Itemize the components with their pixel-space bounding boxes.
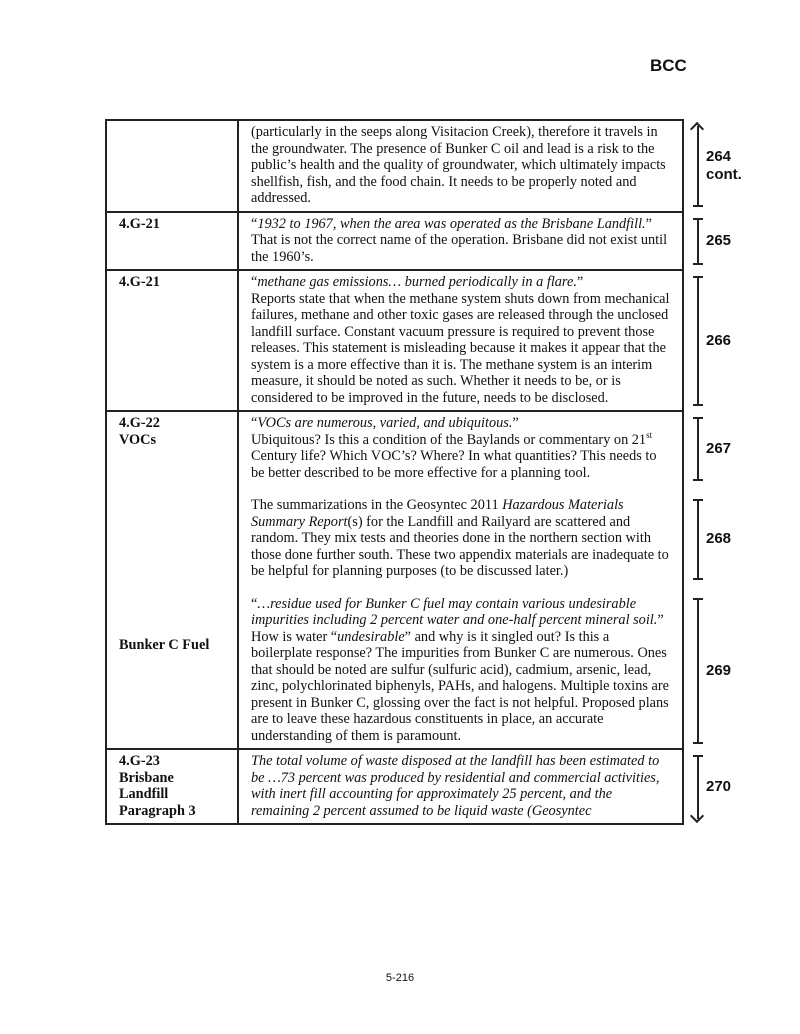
section-reference [106, 212, 238, 271]
comment-text-cell [238, 411, 683, 749]
reference-line: Paragraph 3 [119, 802, 196, 819]
superscript-text: st [646, 429, 653, 440]
comment-bracket-265 [697, 218, 699, 266]
comment-number-line: 269 [706, 661, 732, 679]
comment-269 [251, 596, 670, 745]
comment-number-267 [706, 440, 731, 458]
reference-line: 4.G-22 [119, 415, 160, 431]
quoted-text: Hazardous Materials Summary Report [251, 497, 624, 530]
reference-line: 4.G-21 [119, 274, 160, 290]
comment-text: (particularly in the seeps along Visitacion Creek), therefore it travels in the groundwater. The presence of Bunker C oil and lead is a risk to the public’s health and the quality of groundwater, which ultimately impacts shellfish, fish, and the food chain. It needs to be properly noted and addressed. [251, 124, 666, 206]
section-reference [106, 411, 238, 749]
reference-line: VOCs [119, 431, 157, 448]
comment-number-264 [706, 148, 742, 184]
comment-row [106, 120, 683, 212]
comment-table [105, 119, 684, 825]
comment-text-cell [238, 212, 683, 271]
comment-bracket-266 [697, 276, 699, 406]
comment-text: “ [251, 215, 258, 232]
comment-row [106, 411, 683, 749]
comment-text-cell [238, 749, 683, 824]
reference-line: 4.G-23 [119, 753, 160, 769]
comment-text: ” and why is it singled out? Is this a boilerplate response? The impurities from Bunker C are numerous. Ones that should be noted are sulfur (sulfuric acid), cadmium, arsenic, lead, zinc, polychlorinated biphenyls, PAHs, and halogens. Multiple toxins are present in Bunker C, glossing over the fact is not helpful. Proposed plans are to leave these hazardous constituents in place, an accurate understanding of them is paramount. [251, 628, 669, 744]
comment-267 [251, 415, 670, 481]
comment-row [106, 749, 683, 824]
comment-text: ” [657, 612, 664, 628]
comment-number-265 [706, 232, 731, 250]
comment-number-line: 264 [706, 148, 732, 166]
comment-268 [251, 497, 670, 580]
quoted-text: VOCs are numerous, varied, and ubiquitous. [257, 415, 513, 431]
section-reference [106, 270, 238, 411]
reference-line: Landfill [119, 786, 169, 802]
quoted-text: The total volume of waste disposed at the landfill has been estimated to be …73 percent was produced by residential and commercial activities, with inert fill accounting for approximately 25 percent, and the remaining 2 percent assumed to be liquid waste (Geosyntec [251, 753, 660, 819]
comment-number-line: 265 [706, 232, 732, 250]
comment-266 [251, 274, 670, 406]
comment-text: (s) for the Landfill and Railyard are scattered and random. They mix tests and theories done in the northern section with those done further south. These two appendix materials are inadequate to be helpful for planning purposes (to be discussed later.) [251, 513, 669, 579]
comment-270 [251, 753, 670, 819]
comment-text: Ubiquitous? Is this a condition of the Baylands or commentary on 21 [251, 431, 647, 448]
comment-text: ” [576, 274, 584, 290]
comment-text: How is water “ [251, 628, 338, 645]
comment-number-line: 266 [706, 332, 732, 349]
comment-bracket-264 [697, 126, 699, 207]
comment-text: ” That is not the correct name of the operation. Brisbane did not exist until the 1960’s. [251, 215, 668, 265]
quoted-text: 1932 to 1967, when the area was operated as the Brisbane Landfill. [257, 215, 646, 232]
reference-subtopic: Bunker C Fuel [119, 637, 210, 653]
comment-row [106, 270, 683, 411]
comment-text-cell [238, 270, 683, 411]
comment-bracket-269 [697, 598, 699, 745]
comment-number-266 [706, 332, 731, 350]
reference-line: Brisbane [119, 769, 174, 786]
page-number: 5-216 [385, 972, 415, 984]
quoted-text: …residue used for Bunker C fuel may contain various undesirable impurities including 2 percent water and one-half percent mineral soil. [251, 595, 658, 628]
comment-265 [251, 216, 670, 266]
comment-bracket-270 [697, 755, 699, 819]
comment-text: ” [512, 415, 519, 431]
comment-number-line: 267 [706, 440, 732, 457]
comment-number-line: 270 [706, 778, 732, 795]
comment-bracket-268 [697, 499, 699, 580]
comment-number-270 [706, 778, 731, 796]
comment-text: The summarizations in the Geosyntec 2011 [251, 497, 503, 513]
comment-text: “ [251, 274, 258, 290]
comment-text: Century life? Which VOC’s? Where? In what quantities? This needs to be better described to be more effective for a planning tool. [251, 448, 657, 481]
comment-264 [251, 124, 670, 207]
section-reference [106, 749, 238, 824]
comment-text: “ [251, 595, 258, 612]
quoted-text: undesirable [337, 628, 405, 645]
comment-text: “ [251, 415, 258, 431]
document-code: BCC [650, 56, 687, 75]
comment-text: Reports state that when the methane system shuts down from mechanical failures, methane and other toxic gases are released through the unclosed landfill surface. Constant vacuum pressure is required to prevent those releases. This statement is misleading because it makes it appear that the system is a more effective than it is. The methane system is an interim measure, it should be noted as such. Whether it needs to be, or is considered to be improved in the future, needs to be disclosed. [251, 290, 670, 406]
quoted-text: methane gas emissions… burned periodically in a flare. [257, 274, 577, 290]
reference-line: 4.G-21 [119, 215, 160, 232]
comment-number-269 [706, 662, 731, 680]
comment-number-268 [706, 530, 731, 548]
comment-number-line: 268 [706, 530, 732, 548]
section-reference [106, 120, 238, 212]
comment-number-line: cont. [706, 166, 742, 184]
comment-row [106, 212, 683, 271]
comment-text-cell [238, 120, 683, 212]
comment-bracket-267 [697, 417, 699, 481]
